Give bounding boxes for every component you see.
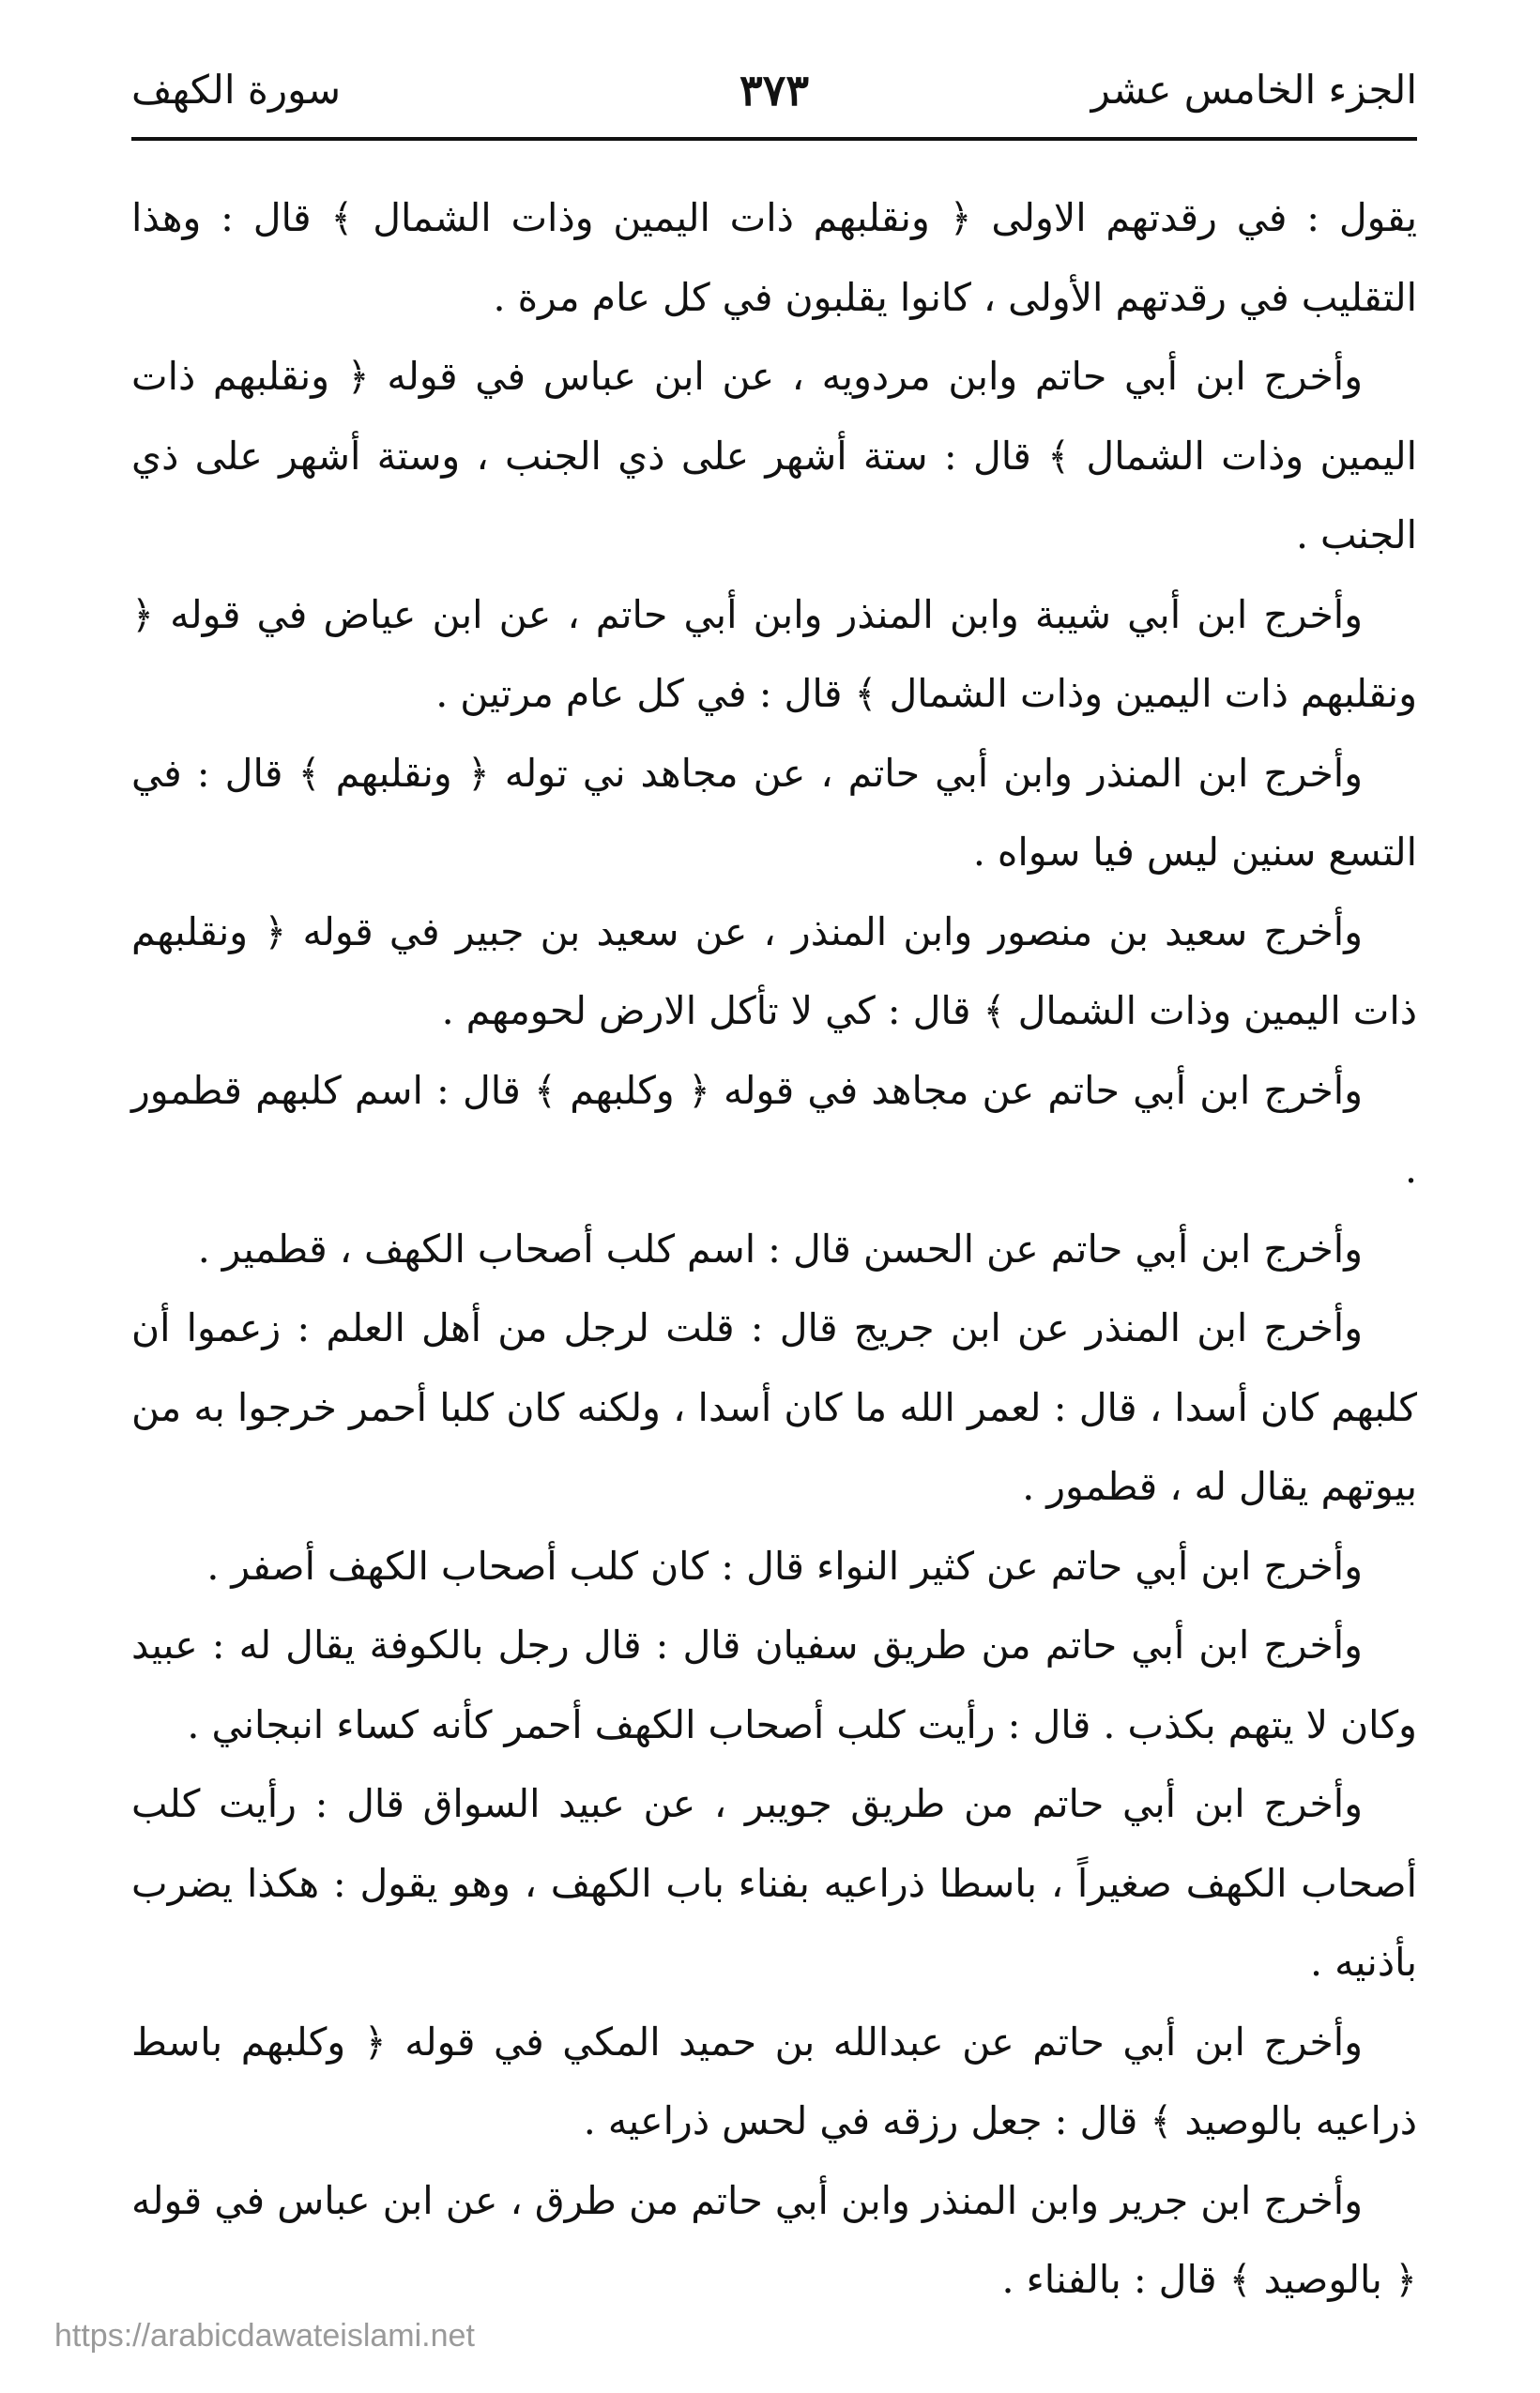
paragraph: يقول : في رقدتهم الاولى ﴿ ونقلبهم ذات اليمين وذات الشمال ﴾ قال : وهذا التقليب في رقدتهم الأولى ، كانوا يقلبون في كل عام مرة . <box>131 195 1417 320</box>
source-watermark: https://arabicdawateislami.net <box>54 2318 475 2354</box>
page-number: ٣٧٣ <box>739 65 810 115</box>
paragraph: وأخرج ابن جرير وابن المنذر وابن أبي حاتم من طرق ، عن ابن عباس في قوله ﴿ بالوصيد ﴾ قال : بالفناء . <box>131 2177 1417 2302</box>
paragraph: وأخرج ابن أبي حاتم من طريق جويبر ، عن عبيد السواق قال : رأيت كلب أصحاب الكهف صغيراً ، باسطا ذراعيه بفناء باب الكهف ، وهو يقول : هكذا يضرب بأذنيه . <box>131 1781 1417 1985</box>
page-body <box>131 178 1417 2320</box>
paragraph: وأخرج ابن أبي حاتم عن الحسن قال : اسم كلب أصحاب الكهف ، قطمير . <box>197 1226 1363 1272</box>
paragraph: وأخرج ابن أبي حاتم عن عبدالله بن حميد المكي في قوله ﴿ وكلبهم باسط ذراعيه بالوصيد ﴾ قال : جعل رزقه في لحس ذراعيه . <box>131 2019 1417 2143</box>
paragraph: وأخرج ابن أبي حاتم عن كثير النواء قال : كان كلب أصحاب الكهف أصفر . <box>206 1543 1363 1589</box>
surah-title: سورة الكهف <box>131 67 342 113</box>
paragraph: وأخرج سعيد بن منصور وابن المنذر ، عن سعيد بن جبير في قوله ﴿ ونقلبهم ذات اليمين وذات الشمال ﴾ قال : كي لا تأكل الارض لحومهم . <box>131 908 1417 1033</box>
paragraph: وأخرج ابن أبي شيبة وابن المنذر وابن أبي حاتم ، عن ابن عياض في قوله ﴿ ونقلبهم ذات اليمين وذات الشمال ﴾ قال : في كل عام مرتين . <box>131 591 1417 716</box>
part-title: الجزء الخامس عشر <box>1090 67 1417 113</box>
header-divider <box>131 137 1417 141</box>
page-header <box>131 54 1417 139</box>
paragraph: وأخرج ابن المنذر وابن أبي حاتم ، عن مجاهد ني توله ﴿ ونقلبهم ﴾ قال : في التسع سنين ليس فيا سواه . <box>131 750 1417 875</box>
paragraph: وأخرج ابن أبي حاتم عن مجاهد في قوله ﴿ وكلبهم ﴾ قال : اسم كلبهم قطمور . <box>131 1067 1417 1192</box>
paragraph: وأخرج ابن أبي حاتم من طريق سفيان قال : قال رجل بالكوفة يقال له : عبيد وكان لا يتهم بكذب . قال : رأيت كلب أصحاب الكهف أحمر كأنه كساء انبجاني . <box>131 1623 1417 1747</box>
paragraph: وأخرج ابن المنذر عن ابن جريج قال : قلت لرجل من أهل العلم : زعموا أن كلبهم كان أسدا ، قال : لعمر الله ما كان أسدا ، ولكنه كان كلبا أحمر خرجوا به من بيوتهم يقال له ، قطمور . <box>131 1305 1417 1509</box>
paragraph: وأخرج ابن أبي حاتم وابن مردويه ، عن ابن عباس في قوله ﴿ ونقلبهم ذات اليمين وذات الشمال ﴾ قال : ستة أشهر على ذي الجنب ، وستة أشهر على ذي الجنب . <box>131 354 1417 557</box>
